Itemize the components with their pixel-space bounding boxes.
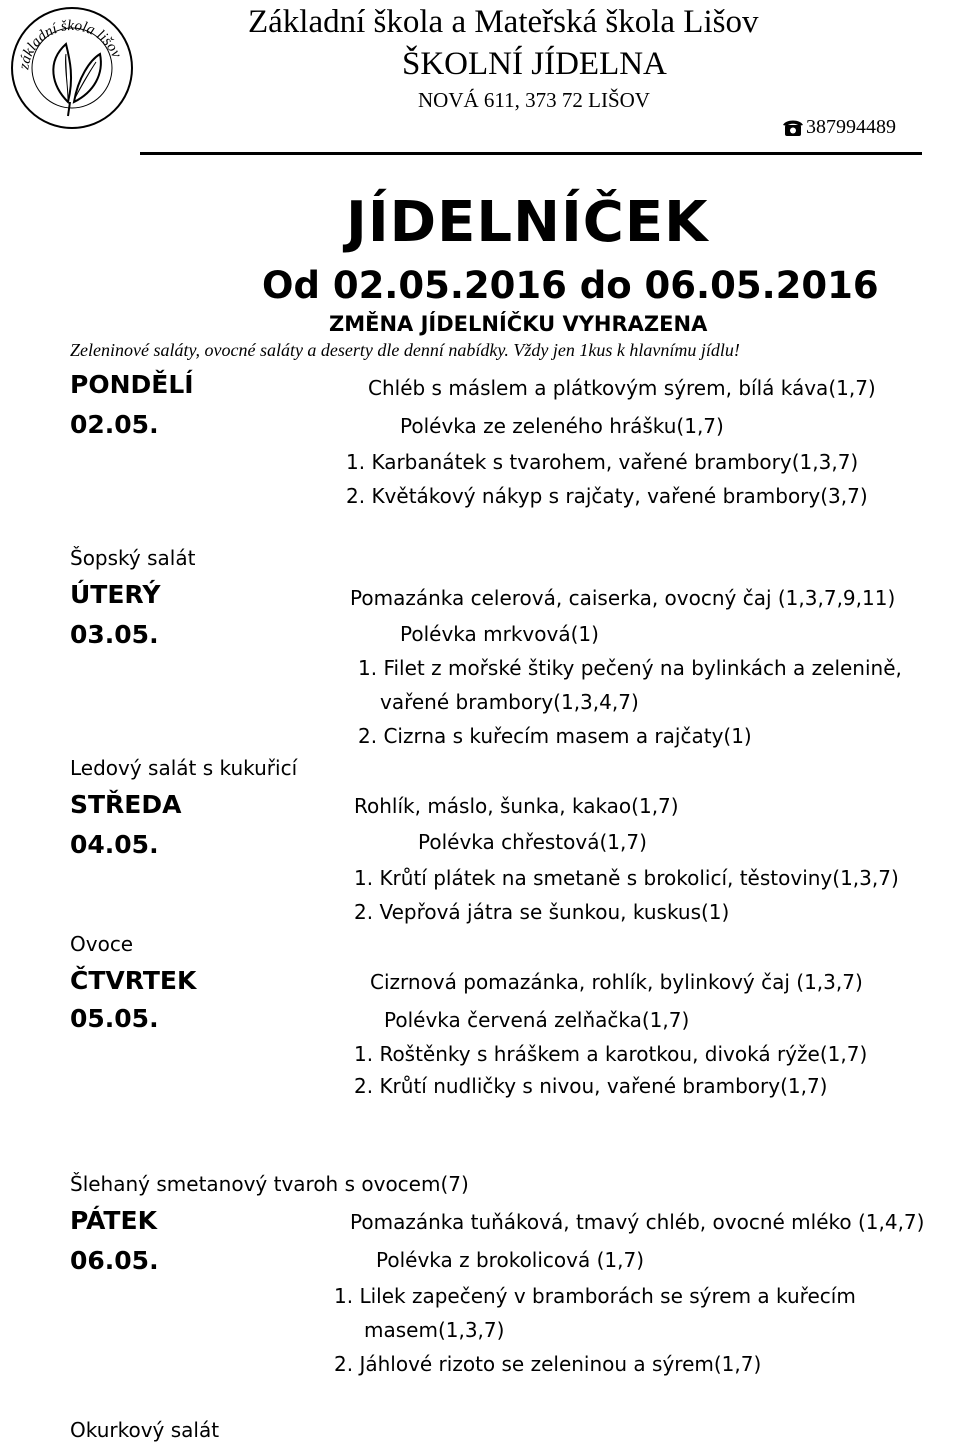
day-date-wednesday: 04.05. [70,830,159,859]
page-title: JÍDELNÍČEK [346,190,709,255]
meal2-friday: 2. Jáhlové rizoto se zeleninou a sýrem(1,7) [334,1352,762,1376]
meal2-thursday: 2. Krůtí nudličky s nivou, vařené brambory(1,7) [354,1074,828,1098]
soup-friday: Polévka z brokolicová (1,7) [376,1248,645,1272]
school-logo [8,4,136,132]
soup-monday: Polévka ze zeleného hrášku(1,7) [400,414,724,438]
phone-icon [782,117,804,139]
day-date-friday: 06.05. [70,1246,159,1275]
address: NOVÁ 611, 373 72 LIŠOV [418,88,650,112]
snack-friday: Pomazánka tuňáková, tmavý chléb, ovocné mléko (1,4,7) [350,1210,925,1234]
header-divider [140,152,922,155]
school-name: Základní škola a Mateřská škola Lišov [248,4,759,40]
date-range: Od 02.05.2016 do 06.05.2016 [262,264,879,307]
phone-contact [782,116,896,139]
extra-tuesday: Ledový salát s kukuřicí [70,756,298,780]
meal1-tuesday: 1. Filet z mořské štiky pečený na bylinkách a zelenině, [358,656,902,680]
meal1-cont-friday: masem(1,3,7) [364,1318,505,1342]
snack-monday: Chléb s máslem a plátkovým sýrem, bílá káva(1,7) [368,376,876,400]
day-name-friday: PÁTEK [70,1206,157,1235]
canteen-title: ŠKOLNÍ JÍDELNA [402,46,667,82]
meal1-thursday: 1. Roštěnky s hráškem a karotkou, divoká rýže(1,7) [354,1042,868,1066]
soup-wednesday: Polévka chřestová(1,7) [418,830,647,854]
day-name-tuesday: ÚTERÝ [70,580,161,609]
snack-thursday: Cizrnová pomazánka, rohlík, bylinkový čaj (1,3,7) [370,970,863,994]
meal1-cont-tuesday: vařené brambory(1,3,4,7) [380,690,639,714]
logo-text: základní škola lišov [16,17,125,71]
change-notice: ZMĚNA JÍDELNÍČKU VYHRAZENA [329,312,708,336]
meal1-wednesday: 1. Krůtí plátek na smetaně s brokolicí, těstoviny(1,3,7) [354,866,899,890]
meal2-tuesday: 2. Cizrna s kuřecím masem a rajčaty(1) [358,724,752,748]
extra-thursday: Šlehaný smetanový tvaroh s ovocem(7) [70,1172,469,1196]
snack-tuesday: Pomazánka celerová, caiserka, ovocný čaj (1,3,7,9,11) [350,586,896,610]
day-name-wednesday: STŘEDA [70,790,182,819]
day-date-monday: 02.05. [70,410,159,439]
day-name-thursday: ČTVRTEK [70,966,197,995]
snack-wednesday: Rohlík, máslo, šunka, kakao(1,7) [354,794,679,818]
meal1-monday: 1. Karbanátek s tvarohem, vařené brambory(1,3,7) [346,450,859,474]
meal1-friday: 1. Lilek zapečený v bramborách se sýrem a kuřecím [334,1284,856,1308]
day-date-thursday: 05.05. [70,1004,159,1033]
meal2-wednesday: 2. Vepřová játra se šunkou, kuskus(1) [354,900,730,924]
phone-number: 387994489 [806,116,896,138]
extra-wednesday: Ovoce [70,932,134,956]
day-name-monday: PONDĚLÍ [70,370,194,399]
day-date-tuesday: 03.05. [70,620,159,649]
extra-friday: Okurkový salát [70,1418,220,1442]
meal2-monday: 2. Květákový nákyp s rajčaty, vařené brambory(3,7) [346,484,868,508]
salad-note: Zeleninové saláty, ovocné saláty a deserty dle denní nabídky. Vždy jen 1kus k hlavnímu jídlu! [70,340,740,360]
soup-tuesday: Polévka mrkvová(1) [400,622,599,646]
soup-thursday: Polévka červená zelňačka(1,7) [384,1008,690,1032]
extra-monday: Šopský salát [70,546,196,570]
